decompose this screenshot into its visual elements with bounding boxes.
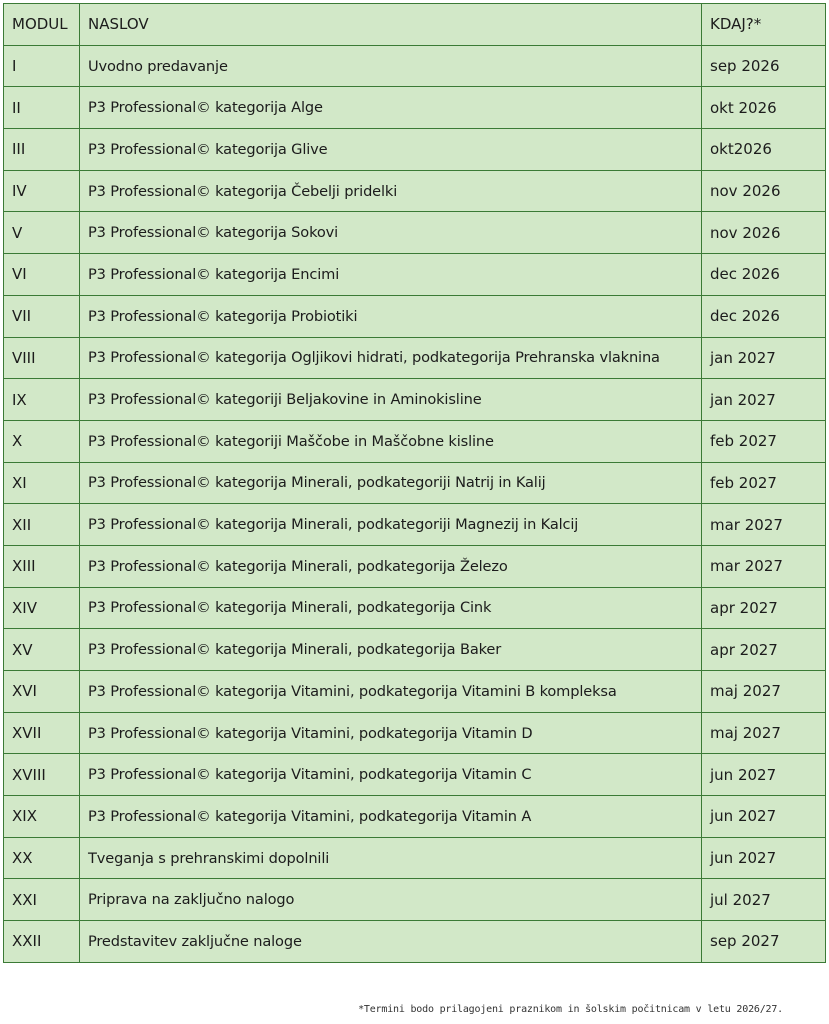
header-kdaj: KDAJ?* xyxy=(702,4,826,46)
cell-naslov: P3 Professional© kategorija Minerali, podkategorija Cink xyxy=(80,587,702,629)
cell-naslov: P3 Professional© kategorija Vitamini, podkategorija Vitamin D xyxy=(80,712,702,754)
cell-kdaj: jul 2027 xyxy=(702,879,826,921)
module-schedule-table xyxy=(3,3,826,963)
table-row xyxy=(4,129,826,171)
cell-kdaj: apr 2027 xyxy=(702,587,826,629)
cell-modul: XIV xyxy=(4,587,80,629)
cell-naslov: P3 Professional© kategorija Minerali, podkategorija Železo xyxy=(80,545,702,587)
cell-kdaj: nov 2026 xyxy=(702,170,826,212)
cell-kdaj: maj 2027 xyxy=(702,671,826,713)
cell-modul: XI xyxy=(4,462,80,504)
cell-naslov: P3 Professional© kategoriji Maščobe in Maščobne kisline xyxy=(80,420,702,462)
cell-modul: III xyxy=(4,129,80,171)
table-row xyxy=(4,587,826,629)
cell-modul: II xyxy=(4,87,80,129)
cell-kdaj: jun 2027 xyxy=(702,837,826,879)
cell-naslov: P3 Professional© kategorija Alge xyxy=(80,87,702,129)
table-row xyxy=(4,87,826,129)
table-row xyxy=(4,837,826,879)
cell-naslov: P3 Professional© kategorija Glive xyxy=(80,129,702,171)
cell-modul: VI xyxy=(4,254,80,296)
cell-naslov: P3 Professional© kategorija Vitamini, podkategorija Vitamin A xyxy=(80,796,702,838)
cell-naslov: P3 Professional© kategoriji Beljakovine in Aminokisline xyxy=(80,379,702,421)
cell-kdaj: dec 2026 xyxy=(702,254,826,296)
cell-naslov: P3 Professional© kategorija Minerali, podkategoriji Natrij in Kalij xyxy=(80,462,702,504)
header-modul: MODUL xyxy=(4,4,80,46)
table-row xyxy=(4,254,826,296)
cell-naslov: P3 Professional© kategorija Probiotiki xyxy=(80,295,702,337)
cell-naslov: P3 Professional© kategorija Encimi xyxy=(80,254,702,296)
cell-kdaj: feb 2027 xyxy=(702,462,826,504)
cell-naslov: P3 Professional© kategorija Sokovi xyxy=(80,212,702,254)
cell-kdaj: okt2026 xyxy=(702,129,826,171)
table-row xyxy=(4,462,826,504)
cell-naslov: Priprava na zaključno nalogo xyxy=(80,879,702,921)
cell-modul: XIX xyxy=(4,796,80,838)
cell-kdaj: feb 2027 xyxy=(702,420,826,462)
cell-naslov: P3 Professional© kategorija Vitamini, podkategorija Vitamin C xyxy=(80,754,702,796)
cell-modul: XV xyxy=(4,629,80,671)
table-row xyxy=(4,545,826,587)
cell-naslov: Uvodno predavanje xyxy=(80,45,702,87)
table-body xyxy=(4,45,826,962)
cell-kdaj: maj 2027 xyxy=(702,712,826,754)
header-row xyxy=(4,4,826,46)
table-row xyxy=(4,796,826,838)
table-row xyxy=(4,921,826,963)
cell-modul: IX xyxy=(4,379,80,421)
cell-modul: I xyxy=(4,45,80,87)
cell-modul: XXI xyxy=(4,879,80,921)
table-row xyxy=(4,754,826,796)
cell-modul: V xyxy=(4,212,80,254)
cell-modul: XX xyxy=(4,837,80,879)
cell-modul: X xyxy=(4,420,80,462)
table-row xyxy=(4,379,826,421)
cell-kdaj: sep 2027 xyxy=(702,921,826,963)
table-row xyxy=(4,420,826,462)
table-row xyxy=(4,45,826,87)
table-row xyxy=(4,337,826,379)
cell-naslov: Tveganja s prehranskimi dopolnili xyxy=(80,837,702,879)
cell-kdaj: sep 2026 xyxy=(702,45,826,87)
header-naslov: NASLOV xyxy=(80,4,702,46)
footnote: *Termini bodo prilagojeni praznikom in šolskim počitnicam v letu 2026/27. xyxy=(358,1004,783,1015)
cell-modul: VIII xyxy=(4,337,80,379)
cell-kdaj: dec 2026 xyxy=(702,295,826,337)
cell-kdaj: jan 2027 xyxy=(702,379,826,421)
cell-naslov: P3 Professional© kategorija Minerali, podkategoriji Magnezij in Kalcij xyxy=(80,504,702,546)
cell-modul: IV xyxy=(4,170,80,212)
cell-naslov: P3 Professional© kategorija Čebelji pridelki xyxy=(80,170,702,212)
cell-modul: VII xyxy=(4,295,80,337)
cell-naslov: Predstavitev zaključne naloge xyxy=(80,921,702,963)
cell-modul: XII xyxy=(4,504,80,546)
table-row xyxy=(4,712,826,754)
cell-kdaj: apr 2027 xyxy=(702,629,826,671)
cell-modul: XVII xyxy=(4,712,80,754)
cell-modul: XVIII xyxy=(4,754,80,796)
cell-kdaj: okt 2026 xyxy=(702,87,826,129)
table-row xyxy=(4,170,826,212)
cell-modul: XXII xyxy=(4,921,80,963)
cell-naslov: P3 Professional© kategorija Vitamini, podkategorija Vitamini B kompleksa xyxy=(80,671,702,713)
cell-kdaj: mar 2027 xyxy=(702,504,826,546)
cell-kdaj: jun 2027 xyxy=(702,754,826,796)
cell-modul: XIII xyxy=(4,545,80,587)
table-row xyxy=(4,504,826,546)
table-row xyxy=(4,629,826,671)
cell-kdaj: jun 2027 xyxy=(702,796,826,838)
table-row xyxy=(4,212,826,254)
cell-naslov: P3 Professional© kategorija Ogljikovi hidrati, podkategorija Prehranska vlaknina xyxy=(80,337,702,379)
cell-modul: XVI xyxy=(4,671,80,713)
cell-naslov: P3 Professional© kategorija Minerali, podkategorija Baker xyxy=(80,629,702,671)
cell-kdaj: nov 2026 xyxy=(702,212,826,254)
cell-kdaj: mar 2027 xyxy=(702,545,826,587)
table-row xyxy=(4,671,826,713)
table-row xyxy=(4,295,826,337)
table-row xyxy=(4,879,826,921)
cell-kdaj: jan 2027 xyxy=(702,337,826,379)
